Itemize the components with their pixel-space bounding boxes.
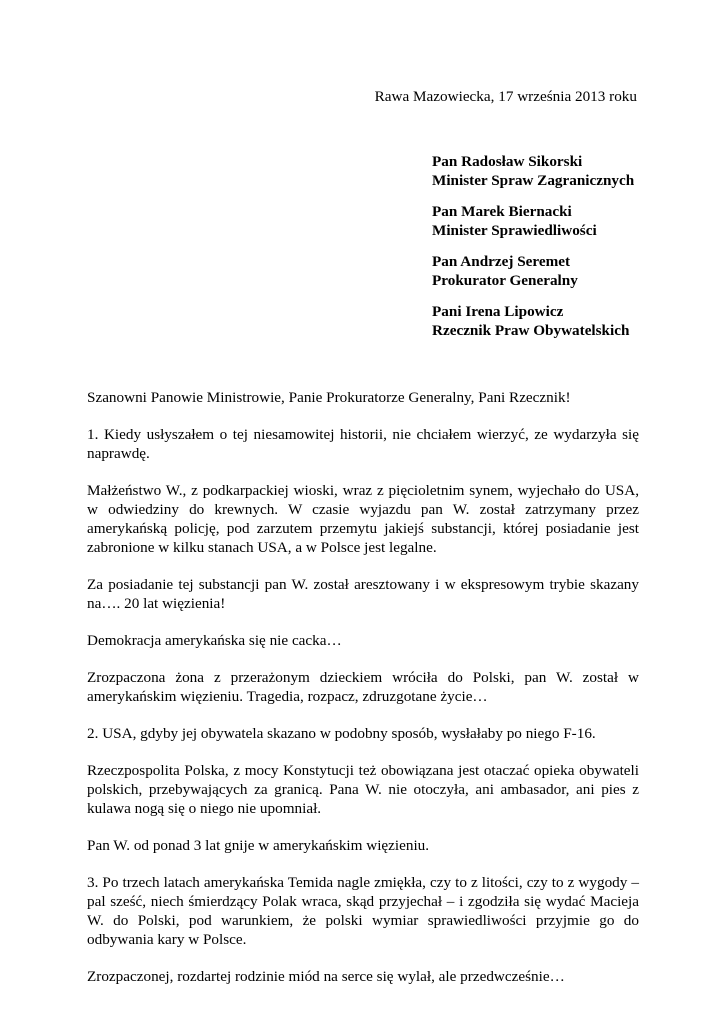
paragraph: Demokracja amerykańska się nie cacka… — [87, 632, 342, 649]
paragraph: 3. Po trzech latach amerykańska Temida nagle zmiękła, czy to z litości, czy to z wygody – pal sześć, niech śmierdzący Polak wraca, skąd przyjechał – i zgodziła się wydać Macieja W. do Polski, pod warunkiem, że polski wymiar sprawiedliwości przyjmie go do odbywania kary w Polsce. — [87, 874, 639, 948]
letter-body — [87, 388, 639, 1004]
recipient-2 — [432, 202, 692, 240]
recipient-name: Pan Radosław Sikorski — [432, 153, 583, 170]
paragraph: Rzeczpospolita Polska, z mocy Konstytucji też obowiązana jest otaczać opieka obywateli polskich, przebywających za granicą. Pana W. nie otoczyła, ani ambasador, ani pies z kulawa nogą się o niego nie upomniał. — [87, 762, 639, 817]
recipient-3 — [432, 252, 692, 290]
paragraph: Za posiadanie tej substancji pan W. został aresztowany i w ekspresowym trybie skazany na…. 20 lat więzienia! — [87, 576, 639, 612]
paragraph: 1. Kiedy usłyszałem o tej niesamowitej historii, nie chciałem wierzyć, ze wydarzyła się naprawdę. — [87, 426, 639, 462]
recipient-title: Rzecznik Praw Obywatelskich — [432, 322, 630, 339]
paragraph: 2. USA, gdyby jej obywatela skazano w podobny sposób, wysłałaby po niego F-16. — [87, 725, 596, 742]
salutation: Szanowni Panowie Ministrowie, Panie Prokuratorze Generalny, Pani Rzecznik! — [87, 389, 571, 406]
paragraph: Pan W. od ponad 3 lat gnije w amerykańskim więzieniu. — [87, 837, 430, 854]
recipient-name: Pan Marek Biernacki — [432, 203, 572, 220]
recipient-title: Prokurator Generalny — [432, 272, 578, 289]
recipient-title: Minister Spraw Zagranicznych — [432, 172, 635, 189]
recipient-name: Pani Irena Lipowicz — [432, 303, 564, 320]
recipient-1 — [432, 152, 692, 190]
place-date: Rawa Mazowiecka, 17 września 2013 roku — [374, 88, 637, 105]
recipient-title: Minister Sprawiedliwości — [432, 222, 597, 239]
recipient-name: Pan Andrzej Seremet — [432, 253, 571, 270]
paragraph: Zrozpaczonej, rozdartej rodzinie miód na serce się wylał, ale przedwcześnie… — [87, 968, 565, 985]
paragraph: Zrozpaczona żona z przerażonym dzieckiem wróciła do Polski, pan W. został w amerykańskim więzieniu. Tragedia, rozpacz, zdruzgotane życie… — [87, 669, 639, 705]
recipients-block — [432, 152, 692, 352]
recipient-4 — [432, 302, 692, 340]
paragraph: Małżeństwo W., z podkarpackiej wioski, wraz z pięcioletnim synem, wyjechało do USA, w odwiedziny do krewnych. W czasie wyjazdu pan W. został zatrzymany przez amerykańską policję, pod zarzutem przemytu jakiejś substancji, której posiadanie jest zabronione w kilku stanach USA, a w Polsce jest legalne. — [87, 482, 639, 556]
